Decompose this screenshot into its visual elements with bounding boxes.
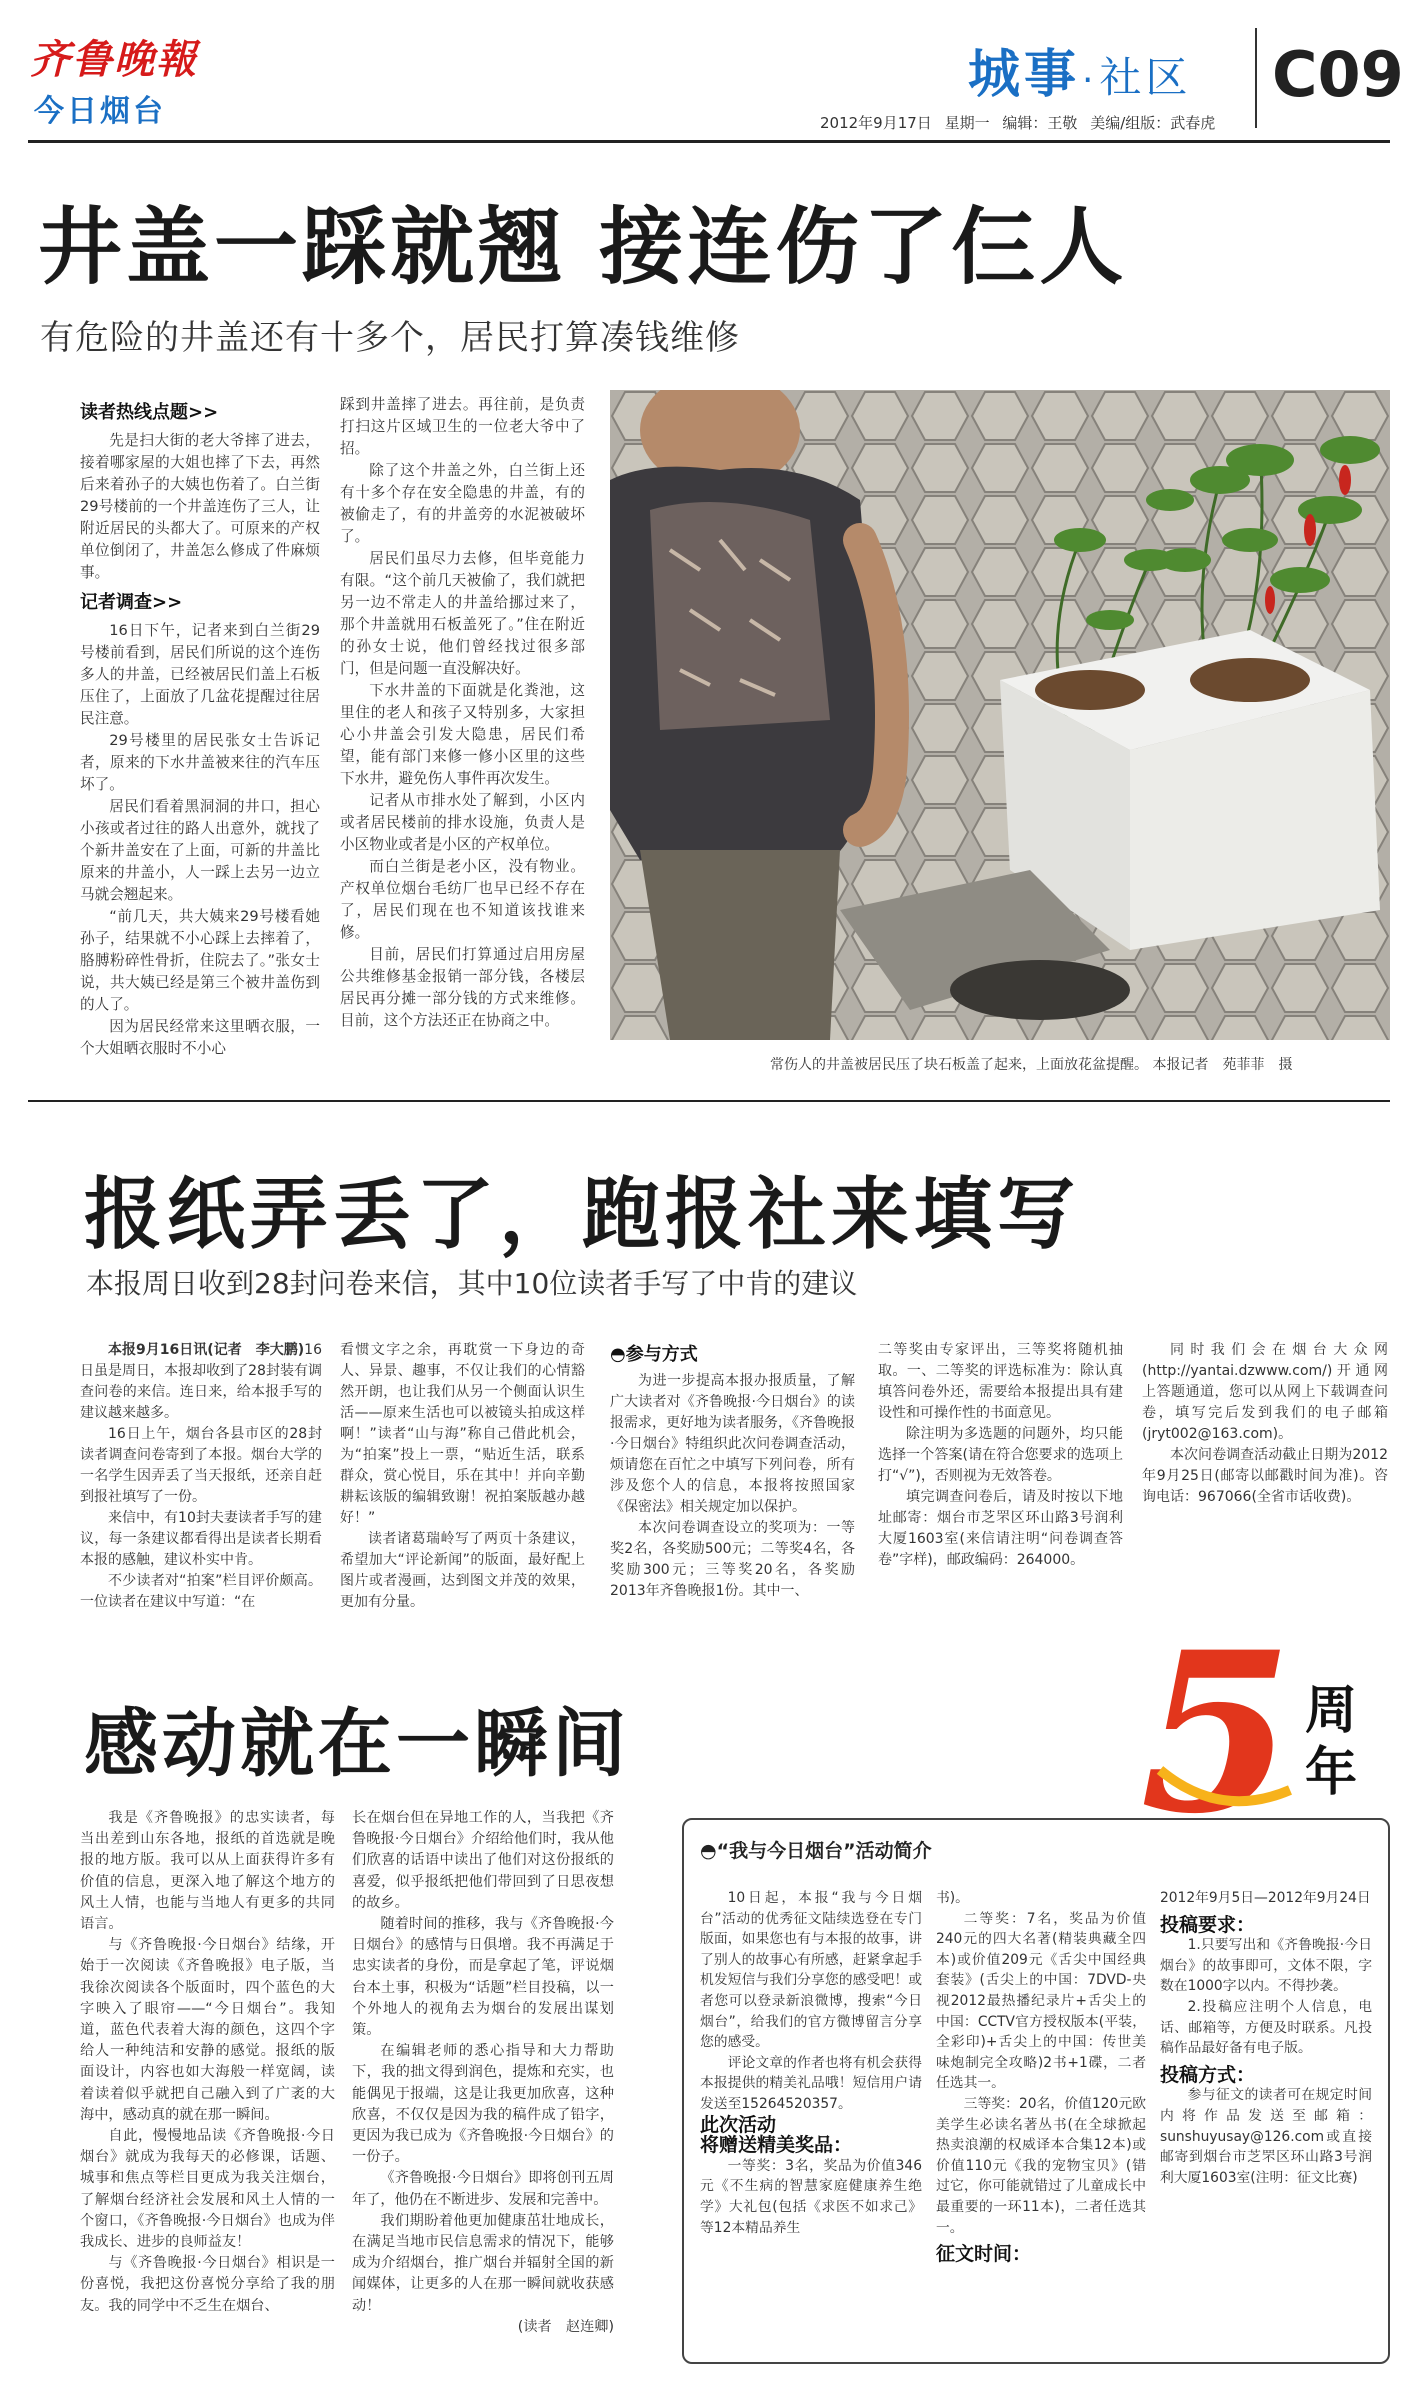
paragraph: 参与征文的读者可在规定时间内将作品发送至邮箱：sunshuyusay@126.com或直接邮寄到烟台市芝罘区环山路3号润利大厦1603室(注明：征文比赛) — [1160, 2087, 1372, 2186]
story-divider — [28, 1100, 1390, 1102]
paragraph: 16日下午，记者来到白兰街29号楼前看到，居民们所说的这个连伤多人的井盖，已经被居民们盖上石板压住了，上面放了几盆花提醒过往居民注意。 — [80, 622, 320, 727]
paragraph: 记者从市排水处了解到，小区内或者居民楼前的排水设施，负责人是小区物业或者是小区的产权单位。 — [340, 792, 585, 853]
bullet-icon: ◓ — [700, 1840, 717, 1862]
paragraph: 看惯文字之余，再耽赏一下身边的奇人、异景、趣事，不仅让我们的心情豁然开朗，也让我们从另一个侧面认识生活——原来生活也可以被镜头拍成这样啊！”读者“山与海”称自己借此机会，为“拍案”投上一票，“贴近生活，联系群众，赏心悦目，乐在其中！并向辛勤耕耘该版的编辑致谢！祝拍案版越办越好！” — [340, 1342, 585, 1526]
paragraph: 一等奖：3名，奖品为价值346元《不生病的智慧家庭健康养生绝学》大礼包(包括《求医不如求己》等12本精品养生 — [700, 2157, 922, 2236]
edition-name: 今日烟台 — [34, 94, 166, 129]
activity-column-3 — [1160, 1888, 1372, 2188]
section-title — [968, 32, 1191, 107]
hotline-text: 先是扫大街的老大爷摔了进去，接着哪家屋的大姐也摔了下去，再然后来着孙子的大姨也伤着了。白兰街29号楼前的一个井盖连伤了三人，让附近居民的头都大了。可原来的产权单位倒闭了，井盖怎么修成了件麻烦事。 — [80, 432, 320, 581]
masthead-divider — [1255, 28, 1257, 128]
story3-column-2 — [352, 1808, 614, 2338]
date: 2012年9月17日 — [820, 114, 932, 132]
paragraph: 因为居民经常来这里晒衣服，一个大姐晒衣服时不小心 — [80, 1018, 320, 1057]
paragraph: 书)。 — [936, 1890, 969, 1906]
story2-column-5 — [1142, 1340, 1388, 1508]
bullet-icon: ◓ — [610, 1344, 626, 1365]
dateline-lead: 本报9月16日讯(记者 李大鹏) — [108, 1342, 305, 1358]
submission-heading: 投稿方式： — [1160, 2063, 1256, 2086]
paragraph: 除注明为多选题的问题外，均只能选择一个答案(请在符合您要求的选项上打“√”)，否则视为无效答卷。 — [878, 1426, 1123, 1484]
paragraph: 16日上午，烟台各县市区的28封读者调查问卷寄到了本报。烟台大学的一名学生因弄丢了当天报纸，还亲自赶到报社填写了一份。 — [80, 1426, 322, 1505]
paragraph: 评论文章的作者也将有机会获得本报提供的精美礼品哦！短信用户请发送至15264520357。 — [700, 2054, 922, 2112]
paragraph: 同时我们会在烟台大众网(http://yantai.dzwww.com/)开通网上答题通道，您可以从网上下载调查问卷，填写完后发到我们的电子邮箱(jryt002@163.com)。 — [1142, 1342, 1388, 1442]
manhole-photo-illustration — [610, 390, 1390, 1040]
anniversary-badge — [1130, 1620, 1380, 1830]
paragraph: 10日起，本报“我与今日烟台”活动的优秀征文陆续选登在专门版面，如果您也有与本报的故事，讲了别人的故事心有所感，赶紧拿起手机发短信与我们分享您的感受吧！或者您可以登录新浪微博，搜索“今日烟台”，给我们的官方微博留言分享您的感受。 — [700, 1890, 922, 2051]
paragraph: 踩到井盖摔了进去。再往前，是负责打扫这片区域卫生的一位老大爷中了招。 — [340, 396, 585, 457]
paragraph: 来信中，有10封夫妻读者手写的建议，每一条建议都看得出是读者长期看本报的感触，建议朴实中肯。 — [80, 1510, 322, 1568]
weekday: 星期一 — [944, 114, 990, 132]
story1-photo — [610, 390, 1390, 1040]
paragraph: 自此，慢慢地品读《齐鲁晚报·今日烟台》就成为我每天的必修课，话题、城事和焦点等栏目更成为我关注烟台，了解烟台经济社会发展和风土人情的一个窗口，《齐鲁晚报·今日烟台》也成为伴我成长、进步的良师益友！ — [80, 2128, 335, 2251]
paragraph: 我是《齐鲁晚报》的忠实读者，每当出差到山东各地，报纸的首选就是晚报的地方版。我可以从上面获得许多有价值的信息，更深入地了解这个地方的风土人情，也能与当地人有更多的共同语言。 — [80, 1810, 335, 1933]
activity-title-text: “我与今日烟台”活动简介 — [716, 1840, 932, 1862]
paragraph: 与《齐鲁晚报·今日烟台》相识是一份喜悦，我把这份喜悦分享给了我的朋友。我的同学中不乏生在烟台、 — [80, 2255, 335, 2314]
paragraph: 2.投稿应注明个人信息，电话、邮箱等，方便及时联系。凡投稿作品最好备有电子版。 — [1160, 1998, 1372, 2057]
paragraph-text: 16日虽是周日，本报却收到了28封装有调查问卷的来信。连日来，给本报手写的建议越来越多。 — [80, 1342, 322, 1421]
story2-headline: 报纸弄丢了，跑报社来填写 — [84, 1170, 1081, 1260]
paragraph: “前几天，共大姨来29号楼看她孙子，结果就不小心踩上去摔着了，胳膊粉碎性骨折，住院去了。”张女士说，共大姨已经是第三个被井盖伤到的人了。 — [80, 908, 320, 1013]
investigate-heading: 记者调查>> — [80, 592, 183, 613]
editor: 编辑：王敬 — [1002, 114, 1078, 132]
story2-column-1 — [80, 1340, 322, 1613]
paragraph: 读者诸葛瑞岭写了两页十条建议，希望加大“评论新闻”的版面，最好配上图片或者漫画，达到图文并茂的效果，更加有分量。 — [340, 1531, 585, 1610]
story2-column-4 — [878, 1340, 1123, 1571]
hotline-heading: 读者热线点题>> — [80, 402, 219, 423]
paragraph: 不少读者对“拍案”栏目评价颇高。一位读者在建议中写道：“在 — [80, 1573, 322, 1610]
paragraph: 随着时间的推移，我与《齐鲁晚报·今日烟台》的感情与日俱增。我不再满足于忠实读者的身份，而是拿起了笔，评说烟台本土事，积极为“话题”栏目投稿，以一个外地人的视角去为烟台的发展出谋划策。 — [352, 1916, 614, 2039]
paragraph: 居民们看着黑洞洞的井口，担心小孩或者过往的路人出意外，就找了个新井盖安在了上面，可新的井盖比原来的井盖小，人一踩上去另一边立马就会翘起来。 — [80, 798, 320, 903]
story3-headline: 感动就在一瞬间 — [84, 1701, 630, 1787]
section-sub: 社区 — [1099, 53, 1192, 102]
story1-column-1 — [80, 398, 320, 1060]
essay-time-heading: 征文时间： — [936, 2243, 1032, 2266]
story1-column-2 — [340, 394, 585, 1032]
prize-heading-2: 将赠送精美奖品： — [700, 2134, 853, 2157]
section-dot: · — [1082, 60, 1098, 101]
paragraph: 为进一步提高本报办报质量，了解广大读者对《齐鲁晚报·今日烟台》的读报需求，更好地为读者服务，《齐鲁晚报·今日烟台》特组织此次问卷调查活动，烦请您在百忙之中填写下列问卷，所有涉及您个人的信息，本报将按照国家《保密法》相关规定加以保护。 — [610, 1373, 855, 1515]
story2-column-3 — [610, 1340, 855, 1602]
paragraph: 二等奖由专家评出，三等奖将随机抽取。一、二等奖的评选标准为：除认真填答问卷外还，需要给本报提出具有建设性和可操作性的书面意见。 — [878, 1342, 1123, 1421]
section-main: 城事 — [968, 45, 1081, 105]
designer: 美编/组版：武春虎 — [1090, 114, 1216, 132]
paragraph: 29号楼里的居民张女士告诉记者，原来的下水井盖被来往的汽车压坏了。 — [80, 732, 320, 793]
story1-headline: 井盖一踩就翘 接连伤了仨人 — [38, 198, 1128, 296]
paragraph: 下水井盖的下面就是化粪池，这里住的老人和孩子又特别多，大家担心小井盖会引发大隐患，居民们希望，能有部门来修一修小区里的这些下水井，避免伤人事件再次发生。 — [340, 682, 585, 787]
anniversary-text: 周年 — [1305, 1680, 1358, 1803]
paragraph: 填完调查问卷后，请及时按以下地址邮寄：烟台市芝罘区环山路3号润利大厦1603室(来信请注明“问卷调查答卷”字样)，邮政编码：264000。 — [878, 1489, 1123, 1568]
story3-column-1 — [80, 1808, 335, 2317]
photo-caption: 常伤人的井盖被居民压了块石板盖了起来，上面放花盆提醒。 本报记者 苑菲菲 摄 — [770, 1057, 1293, 1073]
activity-column-2 — [936, 1888, 1146, 2265]
story2-subheadline: 本报周日收到28封问卷来信，其中10位读者手写了中肯的建议 — [86, 1267, 858, 1300]
participation-heading — [610, 1344, 855, 1365]
newspaper-logo: 齐鲁晚報 — [30, 36, 198, 83]
paragraph: 目前，居民们打算通过启用房屋公共维修基金报销一部分钱，各楼层居民再分摊一部分钱的方式来维修。目前，这个方法还正在协商之中。 — [340, 946, 585, 1029]
anniversary-number: 5 — [1140, 1620, 1294, 1830]
essay-dates: 2012年9月5日—2012年9月24日 — [1160, 1890, 1371, 1906]
paragraph: 本次问卷调查设立的奖项为：一等奖2名，各奖励500元；二等奖4名，各奖励300元；三等奖20名，各奖励2013年齐鲁晚报1份。其中一、 — [610, 1520, 855, 1599]
paragraph: 在编辑老师的悉心指导和大力帮助下，我的拙文得到润色，提炼和充实，也能偶见于报端，这是让我更加欣喜，这种欣喜，不仅仅是因为我的稿件成了铅字，更因为我已成为《齐鲁晚报·今日烟台》的一份子。 — [352, 2043, 614, 2166]
participation-heading-text: 参与方式 — [625, 1344, 698, 1365]
paragraph — [80, 1340, 322, 1424]
activity-column-1 — [700, 1888, 922, 2238]
paragraph: 二等奖：7名，奖品为价值240元的四大名著(精装典藏全四本)或价值209元《舌尖中国经典套装》(舌尖上的中国：7DVD-央视2012最热播纪录片+舌尖上的中国：CCTV官方授权版本(平装，全彩印)+舌尖上的中国：传世美味炮制完全攻略)2书+1碟，二者任选其一。 — [936, 1910, 1146, 2092]
story2-column-2 — [340, 1340, 585, 1613]
masthead-rule — [28, 140, 1390, 143]
page-number: C09 — [1272, 38, 1404, 111]
paragraph: 而白兰街是老小区，没有物业。产权单位烟台毛纺厂也早已经不存在了，居民们现在也不知道该找谁来修。 — [340, 858, 585, 941]
paragraph: 本次问卷调查活动截止日期为2012年9月25日(邮寄以邮戳时间为准)。咨询电话：967066(全省市话收费)。 — [1142, 1447, 1388, 1505]
paragraph: 《齐鲁晚报·今日烟台》即将创刊五周年了，他仍在不断进步、发展和完善中。 — [352, 2170, 614, 2208]
paragraph: 长在烟台但在异地工作的人，当我把《齐鲁晚报·今日烟台》介绍给他们时，我从他们欣喜的话语中读出了他们对这份报纸的喜爱，似乎报纸把他们带回到了日思夜想的故乡。 — [352, 1810, 614, 1911]
paragraph: 与《齐鲁晚报·今日烟台》结缘，开始于一次阅读《齐鲁晚报》电子版，当我徐次阅读各个版面时，四个蓝色的大字映入了眼帘——“今日烟台”。我知道，蓝色代表着大海的颜色，这四个字给人一种纯洁和安静的感觉。报纸的版面设计，内容也如大海般一样宽阔，读着读着似乎就把自己融入到了广袤的大海中，感动真的就在那一瞬间。 — [80, 1937, 335, 2123]
paragraph: 居民们虽尽力去修，但毕竟能力有限。“这个前几天被偷了，我们就把另一边不常走人的井盖给挪过来了，那个井盖就用石板盖死了。”住在附近的孙女士说，他们曾经找过很多部门，但是问题一直没解决好。 — [340, 550, 585, 677]
dateline — [820, 112, 1215, 133]
story1-subheadline: 有危险的井盖还有十多个，居民打算凑钱维修 — [40, 318, 740, 358]
paragraph: 1.只要写出和《齐鲁晚报·今日烟台》的故事即可，文体不限，字数在1000字以内。不得抄袭。 — [1160, 1937, 1372, 1995]
paragraph: 我们期盼着他更加健康茁壮地成长，在满足当地市民信息需求的情况下，能够成为介绍烟台，推广烟台并辐射全国的新闻媒体，让更多的人在那一瞬间就收获感动！ — [352, 2212, 614, 2314]
paragraph: 三等奖：20名，价值120元欧美学生必读名著丛书(在全球掀起热卖浪潮的权威译本合集12本)或价值110元《我的宠物宝贝》(错过它，你可能就错过了儿童成长中最重要的一环11本)，二者任选其一。 — [936, 2095, 1146, 2236]
activity-title — [700, 1836, 932, 1863]
requirements-heading: 投稿要求： — [1160, 1913, 1256, 1936]
paragraph: 除了这个井盖之外，白兰街上还有十多个存在安全隐患的井盖，有的被偷走了，有的井盖旁的水泥被破坏了。 — [340, 462, 585, 545]
prize-heading-1: 此次活动 — [700, 2113, 777, 2136]
author-signature: (读者 赵连卿) — [517, 2318, 614, 2335]
